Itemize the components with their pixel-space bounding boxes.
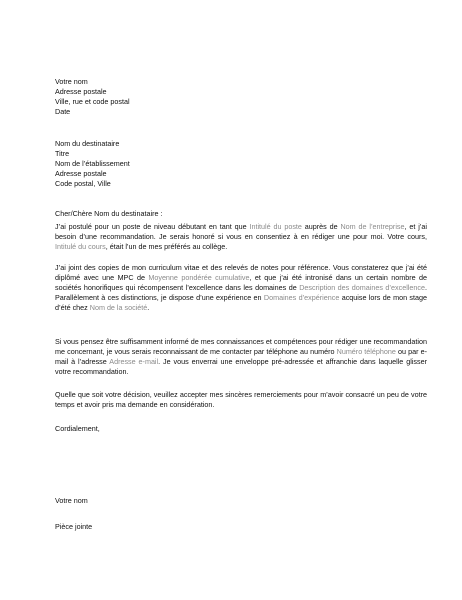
placeholder-phone: Numéro téléphone: [336, 347, 396, 357]
recipient-name: Nom du destinataire: [55, 139, 120, 148]
placeholder-course-title: Intitulé du cours: [55, 242, 106, 252]
paragraph-1: J’ai postulé pour un poste de niveau débutant en tant que Intitulé du poste auprès de Nom de l’entreprise, et j’ai besoin d’une recommandation. Je serais honoré si vous en consentiez à en rédiger une pour moi. Votre cours, Intitulé du cours, était l’un de mes préférés au collège.: [55, 222, 428, 252]
placeholder-experience-areas: Domaines d’expérience: [263, 293, 340, 303]
sender-block: [55, 77, 427, 117]
placeholder-excellence-areas: Description des domaines d’excellence: [299, 283, 425, 293]
enclosure-note: Pièce jointe: [55, 522, 93, 531]
closing: Cordialement,: [55, 424, 100, 433]
recipient-institution: Nom de l’établissement: [55, 159, 130, 168]
sender-address: Adresse postale: [55, 87, 107, 96]
recipient-address: Adresse postale: [55, 169, 107, 178]
recipient-block: [55, 139, 427, 189]
paragraph-4: Quelle que soit votre décision, veuillez accepter mes sincères remerciements pour m’avoir consacré un peu de votre temps et avoir pris ma demande en considération.: [55, 390, 427, 410]
paragraph-2: J’ai joint des copies de mon curriculum vitae et des relevés de notes pour référence. Vous constaterez que j’ai été diplômé avec une MPC de Moyenne pondérée cumulative, et que j’ai été intronisé dans un certain nombre de sociétés honorifiques qui récompensent l’excellence dans les domaines de Description des domaines d’excellence. Parallèlement à ces distinctions, je dispose d’une expérience en Domaines d’expérience acquise lors de mon stage d’été chez Nom de la société.: [55, 263, 428, 313]
recipient-title: Titre: [55, 149, 70, 158]
sender-city: Ville, rue et code postal: [55, 97, 130, 106]
paragraph-3: Si vous pensez être suffisamment informé de mes connaissances et compétences pour rédiger une recommandation me concernant, je vous serais reconnaissant de me contacter par téléphone au numéro Numéro téléphone ou par e-mail à l’adresse Adresse e-mail. Je vous enverrai une enveloppe pré-adressée et affranchie dans laquelle glisser votre recommandation.: [55, 337, 428, 377]
recipient-postal-city: Code postal, Ville: [55, 179, 111, 188]
placeholder-job-title: Intitulé du poste: [249, 222, 302, 232]
placeholder-company: Nom de la société: [89, 303, 148, 313]
sender-name: Votre nom: [55, 77, 88, 86]
placeholder-gpa: Moyenne pondérée cumulative: [148, 273, 250, 283]
salutation: Cher/Chère Nom du destinataire :: [55, 209, 163, 218]
letter-date: Date: [55, 107, 71, 116]
signature-name: Votre nom: [55, 496, 88, 505]
placeholder-email: Adresse e-mail: [109, 357, 159, 367]
placeholder-company-name: Nom de l’entreprise: [340, 222, 405, 232]
